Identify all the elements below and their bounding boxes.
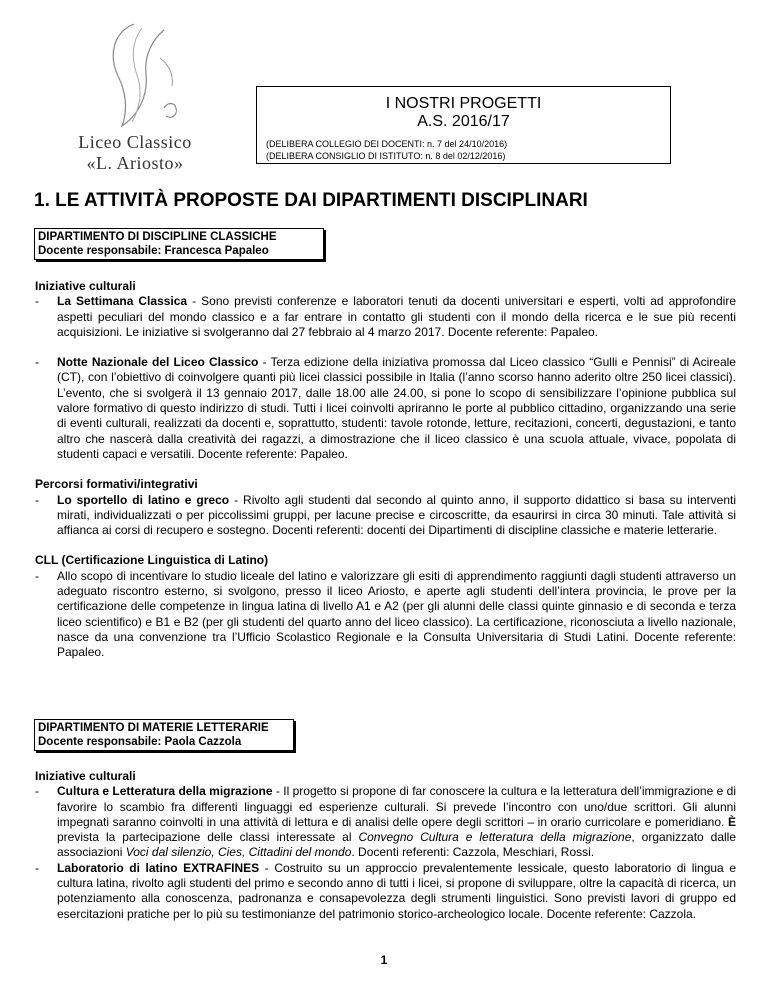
item-text: Allo scopo di incentivare lo studio liceale del latino e valorizzare gli esiti di apprendimento raggiunti dagli studenti attraverso un adeguato riscontro esterno, si svolgono, presso il liceo Ariosto, e aperte agli studenti dell’intera provincia, le prove per la certificazione delle competenze in lingua latina di livello A1 e A2 (per gli alunni delle classi quinte ginnasio e di seconda e terza liceo scientifico) e B1 e B2 (per gli studenti del quarto anno del liceo classico). La certificazione, riconosciuta a livello nazionale, nasce da una convenzione tra l’Ufficio Scolastico Regionale e la Consulta Universitaria di Studi Latini. Docente referente: Papaleo. <box>57 568 736 660</box>
list-item: - Lo sportello di latino e greco - Rivolto agli studenti dal secondo al quinto anno, il supporto didattico si basa su interventi mirati, individualizzati o per piccolissimi gruppi, per lacune precise e circoscritte, da esaurirsi in circa 30 minuti. Tale attività si affianca ai corsi di recupero e sostegno. Docenti referenti: docenti dei Dipartimenti di discipline classiche e materie letterarie. <box>35 492 736 538</box>
item-text-bold: È <box>727 814 736 829</box>
title-box <box>256 86 671 164</box>
item-title: Lo sportello di latino e greco <box>57 492 230 507</box>
logo-line-1: Liceo Classico <box>78 132 192 152</box>
convegno-title: Convegno Cultura e letteratura della migrazione <box>358 830 632 845</box>
dept-responsible: Docente responsabile: Francesca Papaleo <box>38 245 269 257</box>
delibera-collegio: (DELIBERA COLLEGIO DEI DOCENTI: n. 7 del 24/10/2016) <box>266 139 508 149</box>
item-title: La Settimana Classica <box>57 294 188 309</box>
item-text: , organizzato dalle associazioni <box>57 830 737 860</box>
school-year: A.S. 2016/17 <box>417 113 510 130</box>
item-text: . Docenti referenti: Cazzola, Meschiari, Rossi. <box>351 845 595 860</box>
logo-text <box>60 132 210 174</box>
item-text: - Terza edizione della iniziativa promossa dal Liceo classico “Gulli e Pennisi” di Acireale (CT), con l’obiettivo di coinvolgere quanti più licei classici possibile in Italia (l’anno scorso hanno aderito oltre 250 licei classici). L’evento, che si svolgerà il 13 gennaio 2017, dalle 18.00 alle 24.00, si pone lo scopo di sensibilizzare l’opinione pubblica sul valore formativo di questo indirizzo di studi. Tutti i licei coinvolti apriranno le porte al pubblico cittadino, organizzando una serie di eventi culturali, realizzati da docenti e, soprattutto, studenti: tavole rotonde, letture, recitazioni, concerti, degustazioni, e tanto altro che nascerà dalla creatività dei ragazzi, a dimostrazione che il liceo classico è una scuola attuale, vivace, popolata di studenti capaci e versatili. Docente referente: Papaleo. <box>57 355 736 461</box>
section-heading: 1. LE ATTIVITÀ PROPOSTE DAI DIPARTIMENTI DISCIPLINARI <box>34 190 588 211</box>
page-number: 1 <box>380 953 388 967</box>
list-item: - Cultura e Letteratura della migrazione - Il progetto si propone di far conoscere la cultura e la letteratura dell’immigrazione e di favorire lo scambio fra differenti linguaggi ed esperienze culturali. Si prevede l’incontro con uno/due scrittori. Gli alunni impegnati saranno coinvolti in una attività di lettura e di analisi delle opere degli scrittori – in orario curricolare e pomeridiano. È prevista la partecipazione delle classi interessate al Convegno Cultura e letteratura della migrazione, organizzato dalle associazioni Voci dal silenzio, Cies, Cittadini del mondo. Docenti referenti: Cazzola, Meschiari, Rossi. <box>35 784 737 860</box>
list-item: - La Settimana Classica - Sono previsti conferenze e laboratori tenuti da docenti universitari e esperti, volti ad approfondire aspetti peculiari del mondo classico e a far entrare in contatto gli studenti con il mondo della ricerca e le sue più recenti acquisizioni. Le iniziative si svolgeranno dal 27 febbraio al 4 marzo 2017. Docente referente: Papaleo. <box>35 294 736 339</box>
subheading-cll: CLL (Certificazione Linguistica di Latino) <box>35 553 269 568</box>
item-title: Laboratorio di latino EXTRAFINES <box>57 860 260 875</box>
item-text: - Sono previsti conferenze e laboratori tenuti da docenti universitari e esperti, volti ad approfondire aspetti peculiari del mondo classico e a far entrare in contatto gli studenti con il mondo della ricerca e le sue più recenti acquisizioni. Le iniziative si svolgeranno dal 27 febbraio al 4 marzo 2017. Docente referente: Papaleo. <box>57 294 736 339</box>
item-text: - Costruito su un approccio prevalentemente lessicale, questo laboratorio di lingua e cultura latina, rivolto agli studenti del primo e secondo anno di tutti i licei, si propone di sviluppare, oltre la capacità di ricerca, un potenziamento alla conoscenza, padronanza e consapevolezza degli strumenti linguistici. Sono previsti lavori di gruppo ed esercitazioni pratiche per lo più su testimonianze del patrimonio storico-archeologico locale. Docente referente: Cazzola. <box>57 860 736 921</box>
dept-responsible: Docente responsabile: Paola Cazzola <box>38 736 242 748</box>
page-title: I NOSTRI PROGETTI <box>385 95 542 112</box>
dept-letterarie-box <box>34 719 294 751</box>
item-title: Notte Nazionale del Liceo Classico <box>57 355 259 370</box>
list-item: - Allo scopo di incentivare lo studio liceale del latino e valorizzare gli esiti di apprendimento raggiunti dagli studenti attraverso un adeguato riscontro esterno, si svolgono, presso il liceo Ariosto, e aperte agli studenti dell’intera provincia, le prove per la certificazione delle competenze in lingua latina di livello A1 e A2 (per gli alunni delle classi quinte ginnasio e di seconda e terza liceo scientifico) e B1 e B2 (per gli studenti del quarto anno del liceo classico). La certificazione, riconosciuta a livello nazionale, nasce da una convenzione tra l’Ufficio Scolastico Regionale e la Consulta Universitaria di Studi Latini. Docente referente: Papaleo. <box>35 568 736 660</box>
subheading-iniziative: Iniziative culturali <box>35 769 136 783</box>
item-text: prevista la partecipazione delle classi interessate al <box>57 830 359 845</box>
item-text: - Rivolto agli studenti dal secondo al quinto anno, il supporto didattico si basa su interventi mirati, individualizzati o per piccolissimi gruppi, per lacune precise e circoscritte, da esaurirsi in circa 30 minuti. Tale attività si affianca ai corsi di recupero e sostegno. Docenti referenti: docenti dei Dipartimenti di discipline classiche e materie letterarie. <box>57 492 736 538</box>
subheading-iniziative: Iniziative culturali <box>35 279 136 293</box>
dept-name: DIPARTIMENTO DI DISCIPLINE CLASSICHE <box>38 231 277 243</box>
dept-classiche-content <box>35 279 736 661</box>
item-title: Cultura e Letteratura della migrazione <box>57 784 273 799</box>
dept-classiche-box <box>34 228 324 260</box>
delibera-consiglio: (DELIBERA CONSIGLIO DI ISTITUTO: n. 8 del 02/12/2016) <box>266 151 506 161</box>
item-text: - Il progetto si propone di far conoscere la cultura e la letteratura dell’immigrazione e di favorire lo scambio fra differenti linguaggi ed esperienze culturali. Si prevede l’incontro con uno/due scrittori. Gli alunni impegnati saranno coinvolti in una attività di lettura e di analisi delle opere degli scrittori – in orario curricolare e pomeridiano. <box>57 784 736 829</box>
associations: Voci dal silenzio, Cies, Cittadini del mondo <box>125 845 352 860</box>
logo-line-2: «L. Ariosto» <box>86 153 184 173</box>
dept-name: DIPARTIMENTO DI MATERIE LETTERARIE <box>38 722 269 734</box>
dept-letterarie-content <box>35 769 736 922</box>
list-item: - Laboratorio di latino EXTRAFINES - Costruito su un approccio prevalentemente lessicale, questo laboratorio di lingua e cultura latina, rivolto agli studenti del primo e secondo anno di tutti i licei, si propone di sviluppare, oltre la capacità di ricerca, un potenziamento alla conoscenza, padronanza e consapevolezza degli strumenti linguistici. Sono previsti lavori di gruppo ed esercitazioni pratiche per lo più su testimonianze del patrimonio storico-archeologico locale. Docente referente: Cazzola. <box>35 860 736 921</box>
subheading-percorsi: Percorsi formativi/integrativi <box>35 477 198 492</box>
list-item: - Notte Nazionale del Liceo Classico - Terza edizione della iniziativa promossa dal Liceo classico “Gulli e Pennisi” di Acireale (CT), con l’obiettivo di coinvolgere quanti più licei classici possibile in Italia (l’anno scorso hanno aderito oltre 250 licei classici). L’evento, che si svolgerà il 13 gennaio 2017, dalle 18.00 alle 24.00, si pone lo scopo di sensibilizzare l’opinione pubblica sul valore formativo di questo indirizzo di studi. Tutti i licei coinvolti apriranno le porte al pubblico cittadino, organizzando una serie di eventi culturali, realizzati da docenti e, soprattutto, studenti: tavole rotonde, letture, recitazioni, concerti, degustazioni, e tanto altro che nascerà dalla creatività dei ragazzi, a dimostrazione che il liceo classico è una scuola attuale, vivace, popolata di studenti capaci e versatili. Docente referente: Papaleo. <box>35 355 736 461</box>
